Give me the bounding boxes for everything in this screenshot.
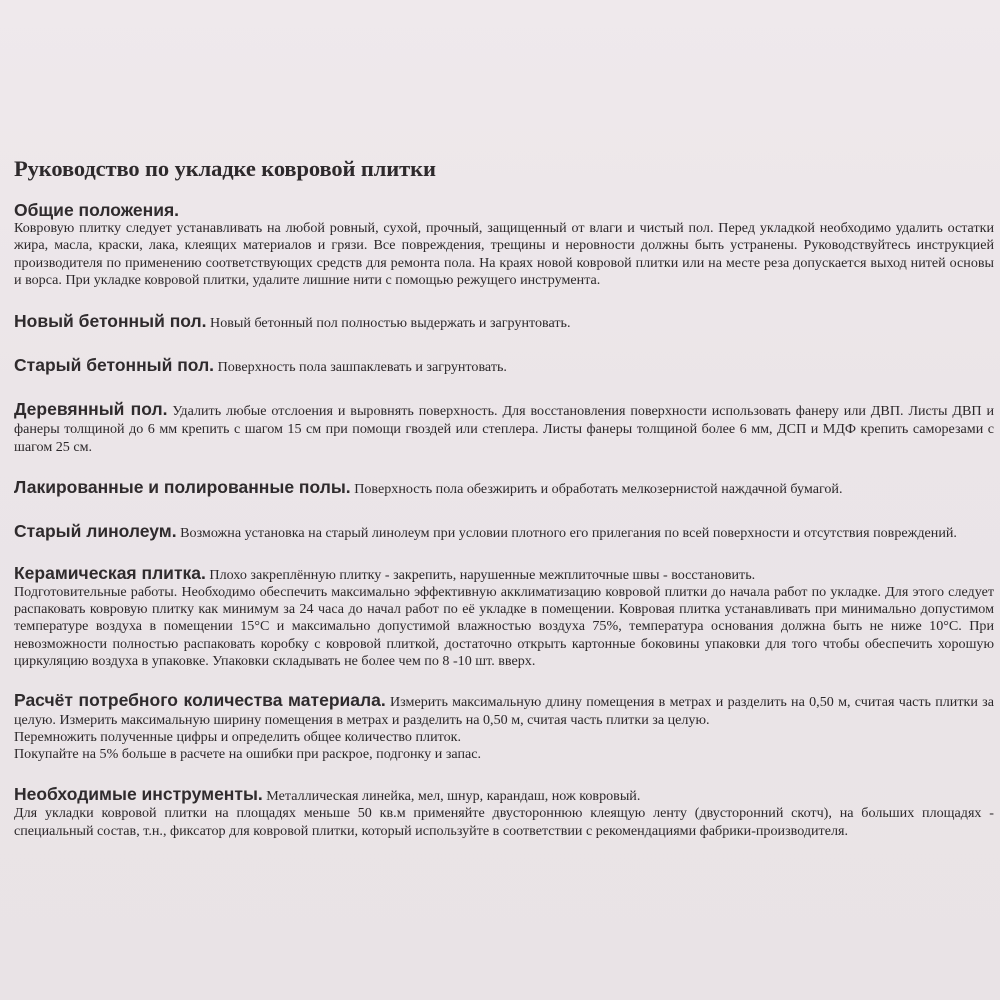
section-linoleum [14,522,994,542]
section-text-line: Покупайте на 5% больше в расчете на ошибки при раскрое, подгонку и запас. [14,746,482,763]
section-text-preparation: Подготовительные работы. Необходимо обеспечить максимально эффективную акклиматизацию ковровой плитки до начала работ по укладке. Для этого следует распаковать ковровую плитку как минимум за 24 часа до начал работ по её укладке в помещении. Ковровая плитка устанавливать при минимально допустимом температуре воздуха в помещении 15°С и максимально допустимой влажностью воздуха 75%, температура основания должна быть не ниже 10°С. При невозможности полностью распаковать коробку с ковровой плиткой, достаточно открыть картонные боковины упаковки для того чтобы обеспечить хорошую циркуляцию воздуха в упаковке. Упаковки складывать не более чем по 8 -10 шт. вверх. [14,583,994,670]
section-heading: Новый бетонный пол. [14,310,207,331]
section-text: Ковровую плитку следует устанавливать на любой ровный, сухой, прочный, защищенный от влаги и чистый пол. Перед укладкой необходимо удалить остатки жира, масла, краски, лака, клеящих материалов и грязи. Все повреждения, трещины и неровности должны быть устранены. Руководствуйтесь инструкцией производителя по применению соответствующих средств для ремонта пола. На краях новой ковровой плитки или на месте реза допускается выход нитей основы и ворса. При укладке ковровой плитки, удалите лишние нити с помощью режущего инструмента. [14,220,994,289]
section-heading: Расчёт потребного количества материала. [14,689,386,710]
section-new-concrete [14,312,994,332]
section-wooden [14,400,994,456]
section-text-line: Перемножить полученные цифры и определить общее количество плиток. [14,728,462,745]
section-calculation [14,691,994,764]
section-heading: Старый бетонный пол. [14,354,215,375]
section-ceramic [14,564,994,671]
document-title: Руководство по укладке ковровой плитки [14,156,436,181]
section-text: Новый бетонный пол полностью выдержать и загрунтовать. [206,314,571,331]
section-old-concrete [14,356,994,376]
section-heading: Общие положения. [14,200,180,220]
section-text: Поверхность пола зашпаклевать и загрунтовать. [214,358,507,375]
section-general [14,200,994,290]
section-text: Возможна установка на старый линолеум при условии плотного его прилегания по всей поверхности и отсутствия повреждений. [176,524,957,541]
section-text: Удалить любые отслоения и выровнять поверхность. Для восстановления поверхности использовать фанеру или ДВП. Листы ДВП и фанеры толщиной до 6 мм крепить с шагом 15 см при помощи гвоздей или степлера. Листы фанеры толщиной более 6 мм, ДСП и МДФ крепить саморезами с шагом 25 см. [14,402,994,455]
section-heading: Лакированные и полированные полы. [14,476,351,497]
section-text: Измерить максимальную длину помещения в метрах и разделить на 0,50 м, считая часть плитки за целую. Измерить максимальную ширину помещения в метрах и разделить на 0,50 м, считая часть плитки за целую. [14,693,994,728]
section-text: Плохо закреплённую плитку - закрепить, нарушенные межплиточные швы - восстановить. [205,566,756,583]
section-text: Металлическая линейка, мел, шнур, карандаш, нож ковровый. [262,788,641,805]
section-heading: Керамическая плитка. [14,562,206,583]
section-text-usage: Для укладки ковровой плитки на площадях меньше 50 кв.м применяйте двустороннюю клеящую ленту (двусторонний скотч), на больших площадях - специальный состав, т.н., фиксатор для ковровой плитки, который используйте в соответствии с рекомендациями фабрики-производителя. [14,805,994,839]
section-heading: Старый линолеум. [14,520,177,541]
section-heading: Необходимые инструменты. [14,784,263,805]
section-tools [14,785,994,840]
section-text: Поверхность пола обезжирить и обработать мелкозернистой наждачной бумагой. [350,480,843,497]
document-body [14,156,994,840]
section-lacquered [14,478,994,498]
section-heading: Деревянный пол. [14,398,168,419]
